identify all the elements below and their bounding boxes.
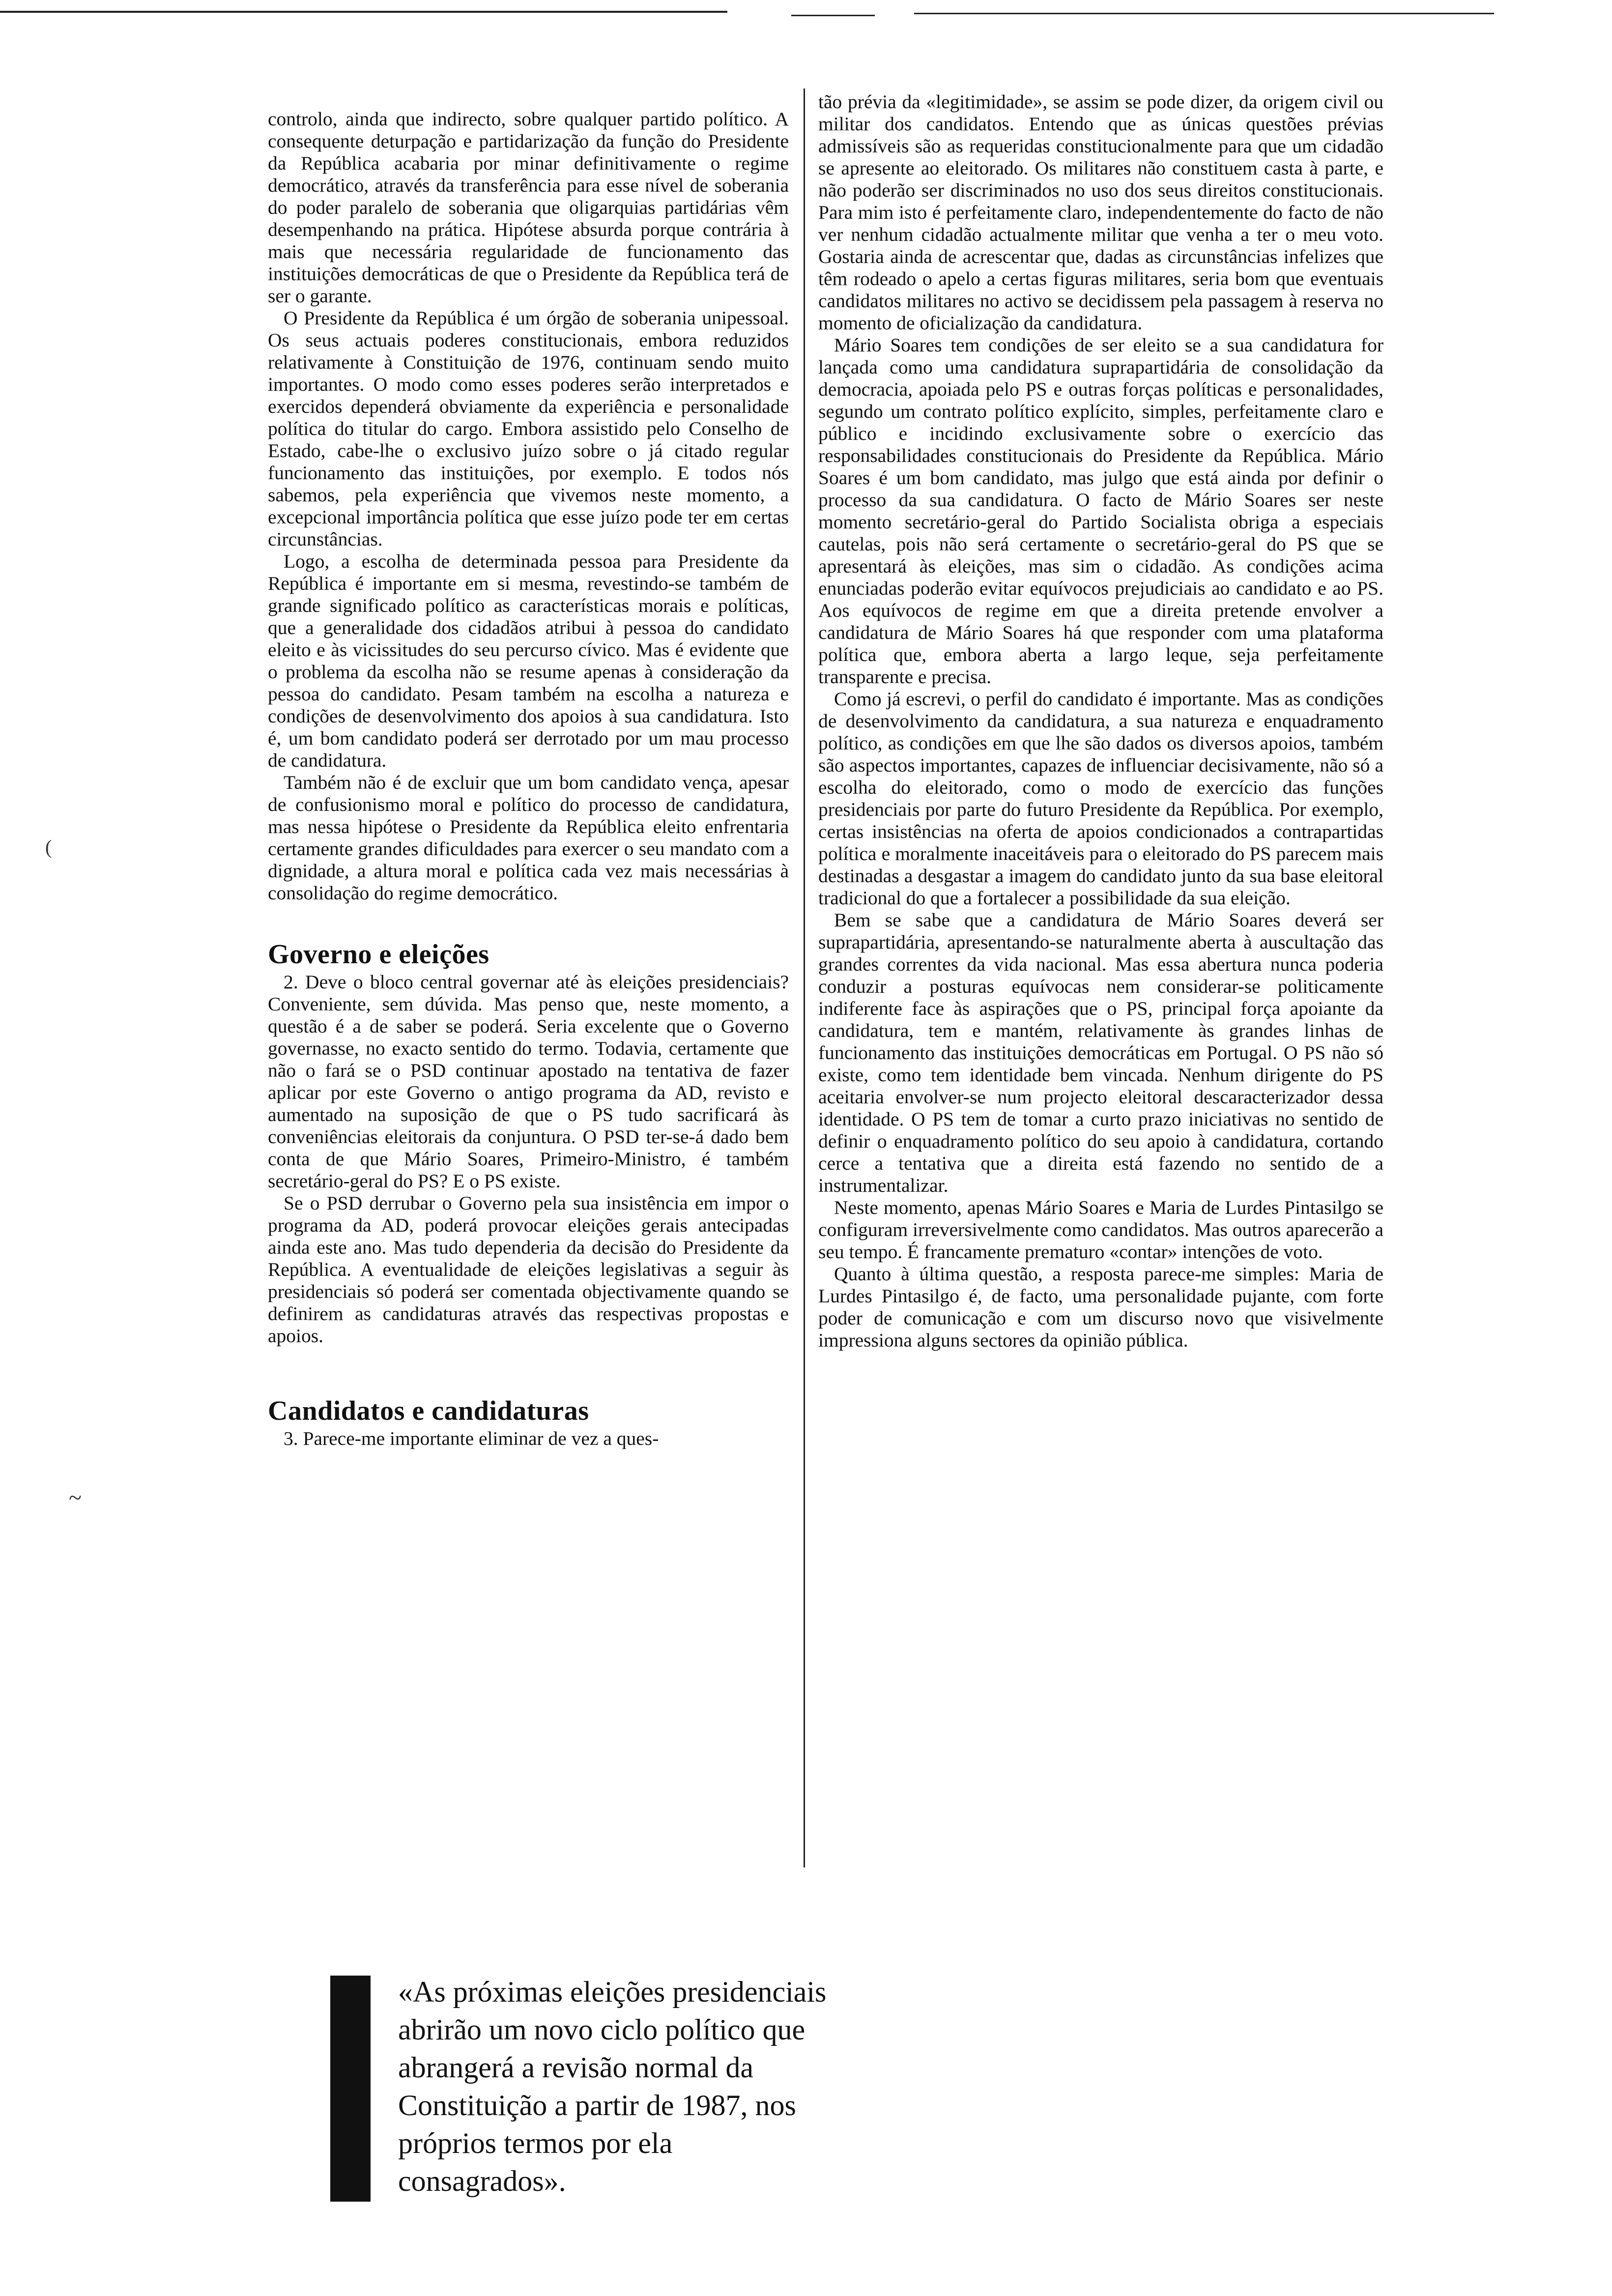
paragraph: Como já escrevi, o perfil do candidato é importante. Mas as condições de desenvolvimento da candidatura, a sua natureza e enquadramento político, as condições em que lhe são dados os diversos apoios, também são aspectos importantes, capazes de influenciar decisivamente, não só a escolha do eleitorado, como o modo de exercício das funções presidenciais por parte do futuro Presidente da República. Por exemplo, certas insistências na oferta de apoios condicionados a contrapartidas política e moralmente inaceitáveis para o eleitorado do PS parecem mais destinadas a desgastar a imagem do candidato junto da sua base eleitoral tradicional do que a fortalecer a possibilidade da sua eleição. bbox=[818, 688, 1383, 909]
paragraph: Também não é de excluir que um bom candidato vença, apesar de confusionismo moral e político do processo de candidatura, mas nessa hipótese o Presidente da República eleito enfrentaria certamente grandes dificuldades para exercer o seu mandato com a dignidade, a altura moral e política cada vez mais necessárias à consolidação do regime democrático. bbox=[268, 772, 789, 904]
paragraph: tão prévia da «legitimidade», se assim se pode dizer, da origem civil ou militar dos candidatos. Entendo que as únicas questões prévias admissíveis são as requeridas constitucionalmente para que um cidadão se apresente ao eleitorado. Os militares não constituem casta à parte, e não poderão ser discriminados no uso dos seus direitos constitucionais. Para mim isto é perfeitamente claro, independentemente do facto de não ver nenhum cidadão actualmente militar que venha a ter o meu voto. Gostaria ainda de acrescentar que, dadas as circunstâncias infelizes que têm rodeado o apelo a certas figuras militares, seria bom que eventuais candidatos militares no activo se decidissem pela passagem à reserva no momento de oficialização da candidatura. bbox=[818, 91, 1383, 334]
section-heading-candidatos: Candidatos e candidaturas bbox=[268, 1396, 589, 1426]
scan-mark: ( bbox=[45, 836, 52, 858]
left-column bbox=[268, 108, 789, 1450]
right-column bbox=[818, 91, 1383, 1351]
scan-mark: ~ bbox=[69, 1485, 82, 1511]
pull-quote-bar bbox=[330, 1976, 371, 2202]
column-divider bbox=[804, 88, 805, 1867]
paragraph: Mário Soares tem condições de ser eleito se a sua candidatura for lançada como uma candidatura suprapartidária de consolidação da democracia, apoiada pelo PS e outras forças políticas e personalidades, segundo um contrato político explícito, simples, perfeitamente claro e público e incidindo exclusivamente sobre o exercício das responsabilidades constitucionais do Presidente da República. Mário Soares é um bom candidato, mas julgo que está ainda por definir o processo da sua candidatura. O facto de Mário Soares ser neste momento secretário-geral do Partido Socialista obriga a especiais cautelas, pois não será certamente o secretário-geral do PS que se apresentará às eleições, mas sim o cidadão. As condições acima enunciadas poderão evitar equívocos prejudiciais ao candidato e ao PS. Aos equívocos de regime em que a direita pretende envolver a candidatura de Mário Soares há que responder com uma plataforma política que, embora aberta a largo leque, seja perfeitamente transparente e precisa. bbox=[818, 334, 1383, 688]
paragraph: 3. Parece-me importante eliminar de vez a ques- bbox=[284, 1428, 659, 1449]
paragraph: controlo, ainda que indirecto, sobre qualquer partido político. A consequente deturpação e partidarização da função do Presidente da República acabaria por minar definitivamente o regime democrático, através da transferência para esse nível de soberania do poder paralelo de soberania que oligarquias partidárias vêm desempenhando na prática. Hipótese absurda porque contrária à mais que necessária regularidade de funcionamento das instituições democráticas de que o Presidente da República terá de ser o garante. bbox=[268, 108, 789, 307]
top-rule-left bbox=[0, 11, 727, 13]
paragraph: 2. Deve o bloco central governar até às eleições presidenciais? Conveniente, sem dúvida. Mas penso que, neste momento, a questão é a de saber se poderá. Seria excelente que o Governo governasse, no exacto sentido do termo. Todavia, certamente que não o fará se o PSD continuar apostado na tentativa de fazer aplicar por este Governo o antigo programa da AD, revisto e aumentado na suposição de que o PS tudo sacrificará às conveniências eleitorais da conjuntura. O PSD ter-se-á dado bem conta de que Mário Soares, Primeiro-Ministro, é também secretário-geral do PS? E o PS existe. bbox=[268, 971, 789, 1192]
top-rule-right bbox=[914, 13, 1494, 14]
paragraph: Se o PSD derrubar o Governo pela sua insistência em impor o programa da AD, poderá provocar eleições gerais antecipadas ainda este ano. Mas tudo dependeria da decisão do Presidente da República. A eventualidade de eleições legislativas a seguir às presidenciais só poderá ser comentada objectivamente quando se definirem as candidaturas através das respectivas propostas e apoios. bbox=[268, 1192, 789, 1347]
paragraph: Logo, a escolha de determinada pessoa para Presidente da República é importante em si mesma, revestindo-se também de grande significado político as características morais e políticas, que a generalidade dos cidadãos atribui à pessoa do candidato eleito e às vicissitudes do seu percurso cívico. Mas é evidente que o problema da escolha não se resume apenas à consideração da pessoa do candidato. Pesam também na escolha a natureza e condições de desenvolvimento dos apoios à sua candidatura. Isto é, um bom candidato poderá ser derrotado por um mau processo de candidatura. bbox=[268, 550, 789, 771]
paragraph: Neste momento, apenas Mário Soares e Maria de Lurdes Pintasilgo se configuram irreversivelmente como candidatos. Mas outros aparecerão a seu tempo. É francamente prematuro «contar» intenções de voto. bbox=[818, 1197, 1383, 1263]
pull-quote: «As próximas eleições presidenciais abrirão um novo ciclo político que abrangerá a revisão normal da Constituição a partir de 1987, nos próprios termos por ela consagrados». bbox=[398, 1976, 827, 2197]
paragraph: Quanto à última questão, a resposta parece-me simples: Maria de Lurdes Pintasilgo é, de facto, uma personalidade pujante, com forte poder de comunicação e com um discurso novo que visivelmente impressiona alguns sectores da opinião pública. bbox=[818, 1263, 1383, 1351]
paragraph: O Presidente da República é um órgão de soberania unipessoal. Os seus actuais poderes constitucionais, embora reduzidos relativamente à Constituição de 1976, continuam sendo muito importantes. O modo como esses poderes serão interpretados e exercidos dependerá obviamente da experiência e personalidade política do titular do cargo. Embora assistido pelo Conselho de Estado, cabe-lhe o exclusivo juízo sobre o já citado regular funcionamento das instituições, por exemplo. E todos nós sabemos, pela experiência que vivemos neste momento, a excepcional importância política que esse juízo pode ter em certas circunstâncias. bbox=[268, 307, 789, 550]
paragraph: Bem se sabe que a candidatura de Mário Soares deverá ser suprapartidária, apresentando-se naturalmente aberta à auscultação das grandes correntes da vida nacional. Mas essa abertura nunca poderia conduzir a posturas equívocas nem considerar-se politicamente indiferente face às aspirações que o PS, principal força apoiante da candidatura, tem e mantém, relativamente às grandes linhas de funcionamento das instituições democráticas em Portugal. O PS não só existe, como tem identidade bem vincada. Nenhum dirigente do PS aceitaria envolver-se num projecto eleitoral descaracterizador dessa identidade. O PS tem de tomar a curto prazo iniciativas no sentido de definir o enquadramento político do seu apoio à candidatura, cortando cerce a tentativa que a direita está fazendo no sentido de a instrumentalizar. bbox=[818, 909, 1383, 1196]
section-heading-governo: Governo e eleições bbox=[268, 939, 489, 970]
top-rule-mid bbox=[791, 15, 875, 16]
